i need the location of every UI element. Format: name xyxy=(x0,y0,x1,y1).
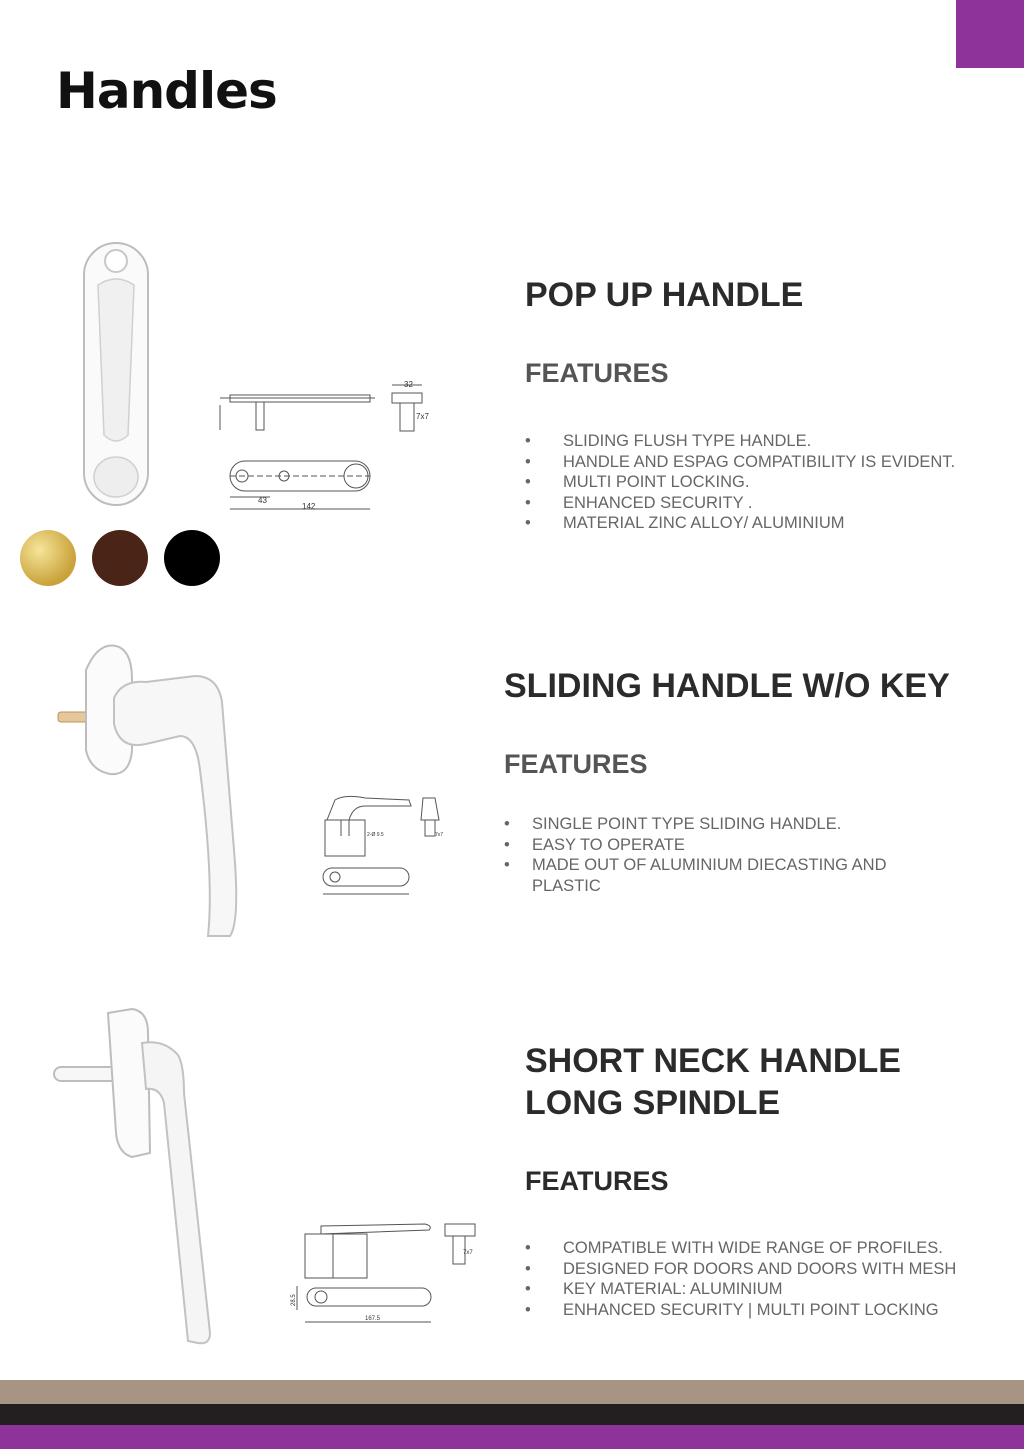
svg-text:7x7: 7x7 xyxy=(435,832,444,838)
section-title-line: LONG SPINDLE xyxy=(525,1084,781,1122)
section-title-line: SHORT NECK HANDLE xyxy=(525,1042,901,1080)
section-title-pop-up-handle: POP UP HANDLE xyxy=(525,276,804,314)
short-neck-handle-drawing xyxy=(285,1218,485,1330)
feature-item: • EASY TO OPERATE xyxy=(504,835,914,856)
finish-swatch-black xyxy=(164,530,220,586)
features-heading: FEATURES xyxy=(525,358,669,388)
dim-label-spindle: 7x7 xyxy=(416,412,429,421)
svg-text:2-Ø 9.5: 2-Ø 9.5 xyxy=(367,832,384,838)
footer-band-purple xyxy=(0,1425,1024,1449)
dim-label-spindle: 7x7 xyxy=(463,1250,473,1256)
feature-item: • MULTI POINT LOCKING. xyxy=(525,472,1005,493)
feature-item: • SLIDING FLUSH TYPE HANDLE. xyxy=(525,431,1005,452)
section-title-sliding-handle: SLIDING HANDLE W/O KEY xyxy=(504,667,950,705)
feature-item: • ENHANCED SECURITY . xyxy=(525,493,1005,514)
feature-item: • MADE OUT OF ALUMINIUM DIECASTING AND PLASTIC xyxy=(504,855,914,896)
feature-item: • HANDLE AND ESPAG COMPATIBILITY IS EVIDENT. xyxy=(525,452,1005,473)
page-title: Handles xyxy=(56,62,277,120)
feature-item: • KEY MATERIAL: ALUMINIUM xyxy=(525,1279,965,1300)
features-list xyxy=(504,814,914,896)
finish-swatch-brown xyxy=(92,530,148,586)
pop-up-handle-image xyxy=(70,235,170,515)
sliding-handle-drawing xyxy=(305,790,455,900)
features-list xyxy=(525,1238,965,1320)
finish-swatch-gold xyxy=(20,530,76,586)
corner-accent xyxy=(956,0,1024,68)
footer-band-black xyxy=(0,1404,1024,1425)
feature-item: • SINGLE POINT TYPE SLIDING HANDLE. xyxy=(504,814,914,835)
feature-item: • ENHANCED SECURITY | MULTI POINT LOCKING xyxy=(525,1300,965,1321)
section-title-short-neck-handle xyxy=(525,1040,901,1124)
footer-band-taupe xyxy=(0,1380,1024,1404)
dim-label-height: 28.5 xyxy=(291,1294,297,1306)
feature-item: • MATERIAL ZINC ALLOY/ ALUMINIUM xyxy=(525,513,1005,534)
sliding-handle-image xyxy=(50,640,250,945)
dim-label-width: 32 xyxy=(404,380,413,389)
dim-label-length: 167.5 xyxy=(365,1316,381,1322)
pop-up-handle-drawing xyxy=(210,375,440,520)
dim-label-offset: 43 xyxy=(258,496,267,505)
features-list xyxy=(525,431,1005,534)
features-heading: FEATURES xyxy=(504,749,648,779)
feature-item: • COMPATIBLE WITH WIDE RANGE OF PROFILES. xyxy=(525,1238,965,1259)
features-heading: FEATURES xyxy=(525,1166,669,1196)
feature-item: • DESIGNED FOR DOORS AND DOORS WITH MESH xyxy=(525,1259,965,1280)
dim-label-length: 142 xyxy=(302,502,316,511)
short-neck-handle-image xyxy=(50,1003,240,1353)
